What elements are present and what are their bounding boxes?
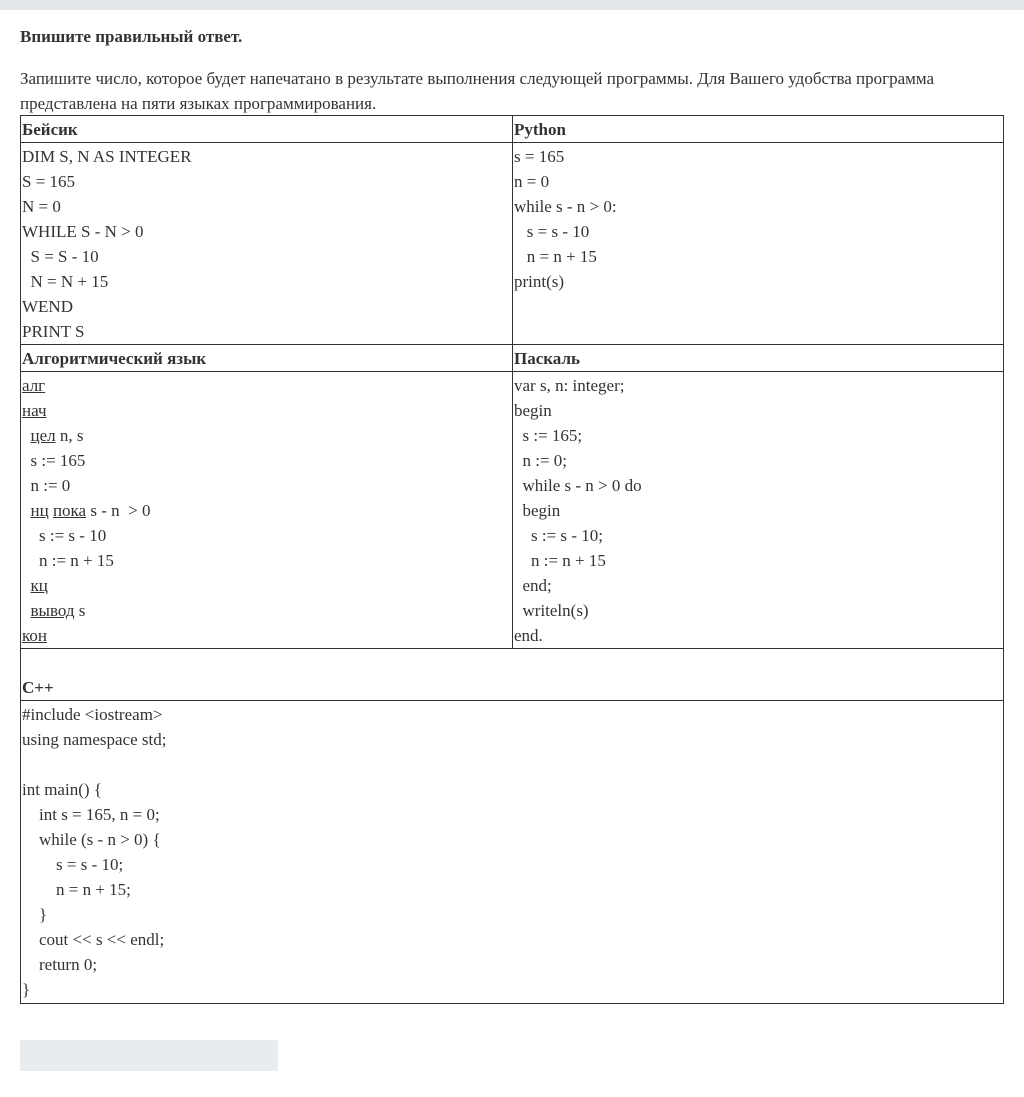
code-line bbox=[22, 752, 166, 777]
code-line: var s, n: integer; bbox=[514, 376, 625, 395]
code-line: DIM S, N AS INTEGER bbox=[22, 147, 192, 166]
code-line: s := 165 bbox=[22, 451, 86, 470]
code-line: begin bbox=[514, 501, 561, 520]
code-line: return 0; bbox=[22, 955, 98, 974]
basic-header: Бейсик bbox=[22, 120, 78, 139]
code-line bbox=[22, 398, 150, 423]
keyword: цел bbox=[30, 426, 56, 445]
keyword: алг bbox=[22, 376, 46, 395]
code-text: s bbox=[74, 601, 86, 620]
column-divider bbox=[512, 116, 513, 649]
code-text: n, s bbox=[55, 426, 84, 445]
python-code bbox=[514, 144, 617, 294]
code-line: n = 0 bbox=[514, 172, 550, 191]
code-line: n := 0; bbox=[514, 451, 568, 470]
code-line: n = n + 15 bbox=[514, 247, 597, 266]
code-line: int main() { bbox=[22, 780, 102, 799]
code-line: } bbox=[22, 905, 48, 924]
task-instruction: Впишите правильный ответ. bbox=[20, 27, 243, 46]
algo-code bbox=[22, 373, 150, 648]
pascal-header: Паскаль bbox=[514, 349, 580, 368]
code-line: } bbox=[22, 980, 31, 999]
code-line bbox=[22, 373, 150, 398]
algo-header: Алгоритмический язык bbox=[22, 349, 207, 368]
code-line bbox=[22, 573, 150, 598]
code-line: n := 0 bbox=[22, 476, 71, 495]
code-line: while s - n > 0 do bbox=[514, 476, 642, 495]
code-line: end. bbox=[514, 626, 543, 645]
code-line: print(s) bbox=[514, 272, 565, 291]
code-line: S = S - 10 bbox=[22, 247, 99, 266]
keyword: пока bbox=[52, 501, 87, 520]
code-line: using namespace std; bbox=[22, 730, 167, 749]
cpp-header: C++ bbox=[22, 678, 54, 697]
code-line: int s = 165, n = 0; bbox=[22, 805, 160, 824]
code-line: begin bbox=[514, 401, 552, 420]
row-divider bbox=[21, 371, 1003, 372]
basic-code bbox=[22, 144, 192, 344]
code-line: s := s - 10; bbox=[514, 526, 603, 545]
keyword: кц bbox=[30, 576, 48, 595]
code-line bbox=[22, 623, 150, 648]
code-line: s = s - 10 bbox=[514, 222, 590, 241]
code-line: s = 165 bbox=[514, 147, 565, 166]
task-description: Запишите число, которое будет напечатано в результате выполнения следующей программы. Для Вашего удобства программа представлена на пяти языках программирования. bbox=[20, 69, 935, 113]
code-line: n := n + 15 bbox=[514, 551, 606, 570]
code-line bbox=[22, 423, 150, 448]
code-line: s := s - 10 bbox=[22, 526, 107, 545]
keyword: кон bbox=[22, 626, 47, 645]
code-line: #include <iostream> bbox=[22, 705, 163, 724]
code-line: WHILE S - N > 0 bbox=[22, 222, 144, 241]
code-line bbox=[22, 498, 150, 523]
answer-input[interactable] bbox=[20, 1040, 278, 1071]
row-divider bbox=[21, 142, 1003, 143]
pascal-code bbox=[514, 373, 642, 648]
cpp-code bbox=[22, 702, 166, 1002]
keyword: вывод bbox=[30, 601, 75, 620]
code-line: writeln(s) bbox=[514, 601, 589, 620]
code-line: while s - n > 0: bbox=[514, 197, 617, 216]
code-line: N = 0 bbox=[22, 197, 61, 216]
row-divider bbox=[21, 648, 1003, 649]
code-line: while (s - n > 0) { bbox=[22, 830, 161, 849]
code-line: cout << s << endl; bbox=[22, 930, 165, 949]
code-line: N = N + 15 bbox=[22, 272, 109, 291]
python-header: Python bbox=[514, 120, 566, 139]
keyword: нач bbox=[22, 401, 47, 420]
code-text: s - n > 0 bbox=[86, 501, 151, 520]
code-line: end; bbox=[514, 576, 552, 595]
code-line: S = 165 bbox=[22, 172, 76, 191]
keyword: нц bbox=[30, 501, 49, 520]
row-divider bbox=[21, 344, 1003, 345]
code-line bbox=[22, 598, 150, 623]
row-divider bbox=[21, 700, 1003, 701]
code-line: s := 165; bbox=[514, 426, 583, 445]
code-line: WEND bbox=[22, 297, 73, 316]
top-bar bbox=[0, 0, 1024, 10]
code-line: n := n + 15 bbox=[22, 551, 114, 570]
code-line: s = s - 10; bbox=[22, 855, 124, 874]
code-line: PRINT S bbox=[22, 322, 85, 341]
code-line: n = n + 15; bbox=[22, 880, 131, 899]
